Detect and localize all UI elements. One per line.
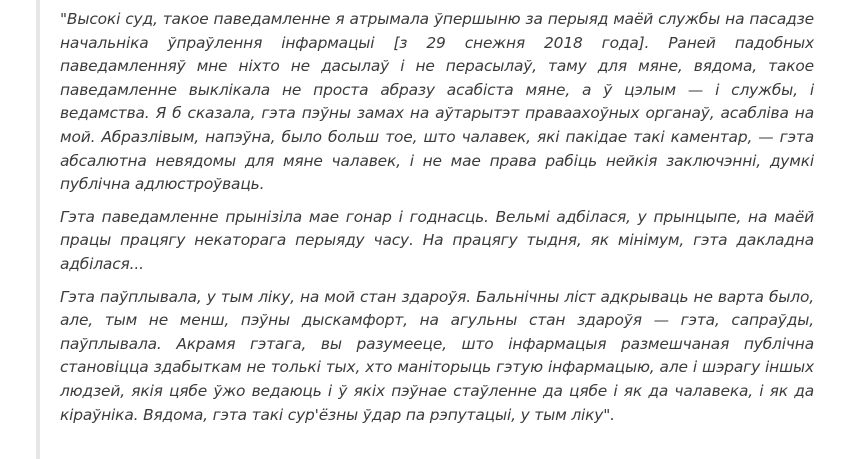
quote-paragraph-1: "Высокі суд, такое паведамленне я атрымала ўпершыню за перыяд маёй службы на пасадзе начальніка ўпраўлення інфармацыі [з 29 снежня 2018 года]. Раней падобных паведамленняў мне ніхто не дасылаў і не перасылаў, таму для мяне, вядома, такое паведамленне выклікала не проста абразу асабіста мяне, а ў цэлым — і службы, і ведамства. Я б сказала, гэта пэўны замах на аўтарытэт праваахоўных органаў, асабліва на мой. Абразлівым, напэўна, было больш тое, што чалавек, які пакідае такі каментар, — гэта абсалютна невядомы для мяне чалавек, і не мае права рабіць нейкія заключэнні, думкі публічна адлюстроўваць. [60, 10, 814, 194]
blockquote [36, 0, 814, 459]
quote-paragraph-2: Гэта паведамленне прынізіла мае гонар і годнасць. Вельмі адбілася, у прынцыпе, на маёй працы працягу некаторага перыяду часу. На працягу тыдня, як мінімум, гэта дакладна адбілася... [60, 207, 814, 273]
quote-paragraph-3: Гэта паўплывала, у тым ліку, на мой стан здароўя. Бальнічны ліст адкрываць не варта было, але, тым не менш, пэўны дыскамфорт, на агульны стан здароўя — гэта, сапраўды, паўплывала. Акрамя гэтага, вы разумееце, што інфармацыя размешчаная публічна становіцца здабыткам не толькі тых, хто маніторыць гэтую інфармацыю, але і шэрагу іншых людзей, якія цябе ўжо ведаюць і ў якіх пэўнае стаўленне да цябе і як да чалавека, і як да кіраўніка. Вядома, гэта такі сур'ёзны ўдар па рэпутацыі, у тым ліку". [60, 287, 814, 424]
